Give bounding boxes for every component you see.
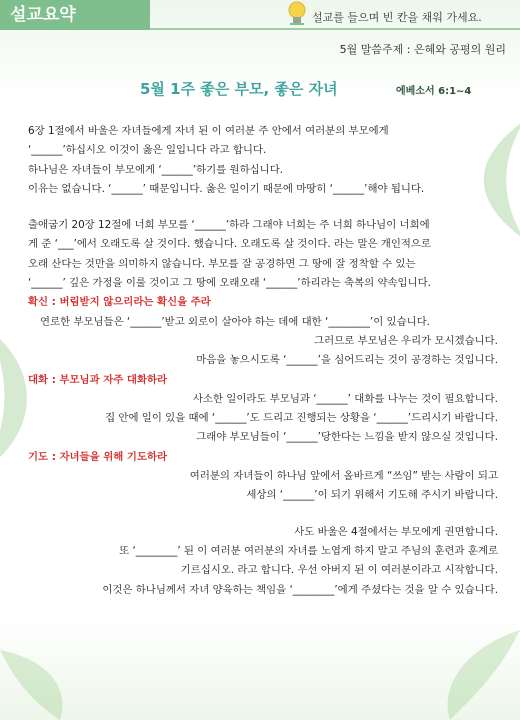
text-line: 그러므로 부모님은 우리가 모시겠습니다. <box>314 334 498 347</box>
header-divider <box>150 28 520 30</box>
sermon-body <box>28 122 498 600</box>
text-line: 마음을 놓으시도록 ‘______’을 심어드리는 것이 공경하는 것입니다. <box>196 354 498 367</box>
text-line: 세상의 ‘______’이 되기 위해서 기도해 주시기 바랍니다. <box>246 489 498 502</box>
section-heading-confidence: 확신 : 버림받지 않으리라는 확신을 주라 <box>28 296 211 309</box>
sermon-title: 5월 1주 좋은 부모, 좋은 자녀 <box>140 80 338 98</box>
text-line: 여러분의 자녀들이 하나님 앞에서 올바르게 “쓰임” 받는 사람이 되고 <box>189 470 498 483</box>
page-section-title: 설교요약 <box>0 0 150 30</box>
text-line: 게 준 ‘___’에서 오래도록 살 것이다. 했습니다. 오래도록 살 것이다. 라는 말은 개인적으로 <box>28 238 431 251</box>
leaf-decoration <box>440 630 520 720</box>
text-line: 오래 산다는 것만을 의미하지 않습니다. 부모를 잘 공경하면 그 땅에 잘 정착할 수 있는 <box>28 257 416 270</box>
text-line: 출애굽기 20장 12절에 너희 부모를 ‘______’하라 그래야 너희는 주 너희 하나님이 너희에 <box>28 219 430 232</box>
text-line: ‘______’ 깊은 가정을 이룰 것이고 그 땅에 오래오래 ‘______’하리라는 축복의 약속입니다. <box>28 277 431 290</box>
text-line: 6장 1절에서 바울은 자녀들에게 자녀 된 이 여러분 주 안에서 여러분의 부모에게 <box>28 125 389 137</box>
text-line: 연로한 부모님들은 ‘______’받고 외로이 살아야 하는 데에 대한 ‘________’이 있습니다. <box>40 315 430 328</box>
header-slogan: 설교를 들으며 빈 칸을 채워 가세요. <box>312 11 482 24</box>
text-line: 하나님은 자녀들이 부모에게 ‘______’하기를 원하십니다. <box>28 163 284 176</box>
text-line: 사소한 일이라도 부모님과 ‘______’ 대화를 나누는 것이 필요합니다. <box>192 392 498 405</box>
text-line: 이것은 하나님께서 자녀 양육하는 책임을 ‘________’에게 주셨다는 것을 알 수 있습니다. <box>102 583 498 596</box>
text-line: 또 ‘________’ 된 이 여러분 여러분의 자녀를 노엽게 하지 말고 주님의 훈련과 훈계로 <box>119 544 498 557</box>
section-heading-conversation: 대화 : 부모님과 자주 대화하라 <box>28 373 168 386</box>
section-heading-prayer: 기도 : 자녀들을 위해 기도하라 <box>28 450 168 463</box>
text-line: 그래야 부모님들이 ‘______’당한다는 느낌을 받지 않으실 것입니다. <box>196 431 498 444</box>
text-line: 사도 바울은 4절에서는 부모에게 권면합니다. <box>294 525 498 538</box>
leaf-decoration <box>0 640 70 720</box>
scripture-reference: 에베소서 6:1~4 <box>396 86 472 97</box>
text-line: 기르십시오. 라고 합니다. 우선 아버지 된 이 여러분이라고 시작합니다. <box>180 564 498 577</box>
text-line: 집 안에 일이 있을 때에 ‘______’도 드리고 진행되는 상황을 ‘______’드리시기 바랍니다. <box>105 412 498 425</box>
monthly-theme: 5월 말씀주제 : 은혜와 공평의 원리 <box>339 43 506 56</box>
text-line: 이유는 없습니다. ‘______’ 때문입니다. 옳은 일이기 때문에 마땅히 ‘______’해야 됩니다. <box>28 182 425 195</box>
text-line: ‘______’하십시오 이것이 옳은 일입니다 라고 합니다. <box>28 144 267 157</box>
lightbulb-icon <box>286 0 308 28</box>
